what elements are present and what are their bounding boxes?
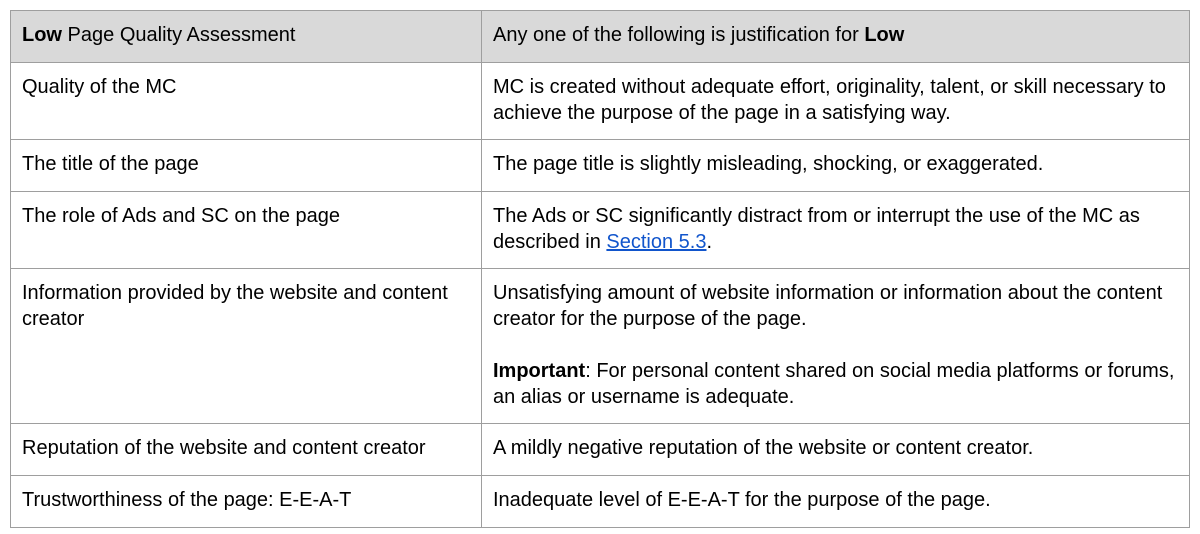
criterion-cell: Reputation of the website and content creator bbox=[11, 424, 482, 476]
table-row bbox=[11, 476, 1190, 528]
criterion-cell: Quality of the MC bbox=[11, 63, 482, 140]
header-assessment-text: Page Quality Assessment bbox=[62, 24, 296, 46]
justification-text: Unsatisfying amount of website information or information about the content creator for the purpose of the page. bbox=[493, 282, 1163, 330]
justification-period: . bbox=[706, 231, 713, 253]
important-note-text: : For personal content shared on social media platforms or forums, an alias or username is adequate. bbox=[493, 360, 1175, 408]
criterion-cell: The title of the page bbox=[11, 140, 482, 192]
justification-cell: MC is created without adequate effort, originality, talent, or skill necessary to achieve the purpose of the page in a satisfying way. bbox=[482, 63, 1190, 140]
criterion-cell: Trustworthiness of the page: E-E-A-T bbox=[11, 476, 482, 528]
criterion-cell: The role of Ads and SC on the page bbox=[11, 192, 482, 269]
justification-text: The Ads or SC significantly distract from or interrupt the use of the MC as described in bbox=[493, 205, 1140, 253]
header-assessment bbox=[11, 11, 482, 63]
justification-cell bbox=[482, 192, 1190, 269]
important-label: Important bbox=[493, 360, 586, 382]
header-assessment-bold: Low bbox=[22, 24, 62, 46]
header-justification bbox=[482, 11, 1190, 63]
table-row bbox=[11, 424, 1190, 476]
table-row bbox=[11, 269, 1190, 424]
table-row bbox=[11, 140, 1190, 192]
section-5-3-link[interactable]: Section 5.3 bbox=[606, 231, 707, 253]
criterion-cell: Information provided by the website and content creator bbox=[11, 269, 482, 424]
header-justification-text: Any one of the following is justification for bbox=[493, 24, 865, 46]
justification-cell: Inadequate level of E-E-A-T for the purpose of the page. bbox=[482, 476, 1190, 528]
table-row bbox=[11, 192, 1190, 269]
low-page-quality-table bbox=[10, 10, 1190, 528]
table-row bbox=[11, 63, 1190, 140]
header-justification-bold: Low bbox=[864, 24, 905, 46]
justification-cell: The page title is slightly misleading, shocking, or exaggerated. bbox=[482, 140, 1190, 192]
table-header-row bbox=[11, 11, 1190, 63]
justification-cell: A mildly negative reputation of the website or content creator. bbox=[482, 424, 1190, 476]
justification-cell bbox=[482, 269, 1190, 424]
